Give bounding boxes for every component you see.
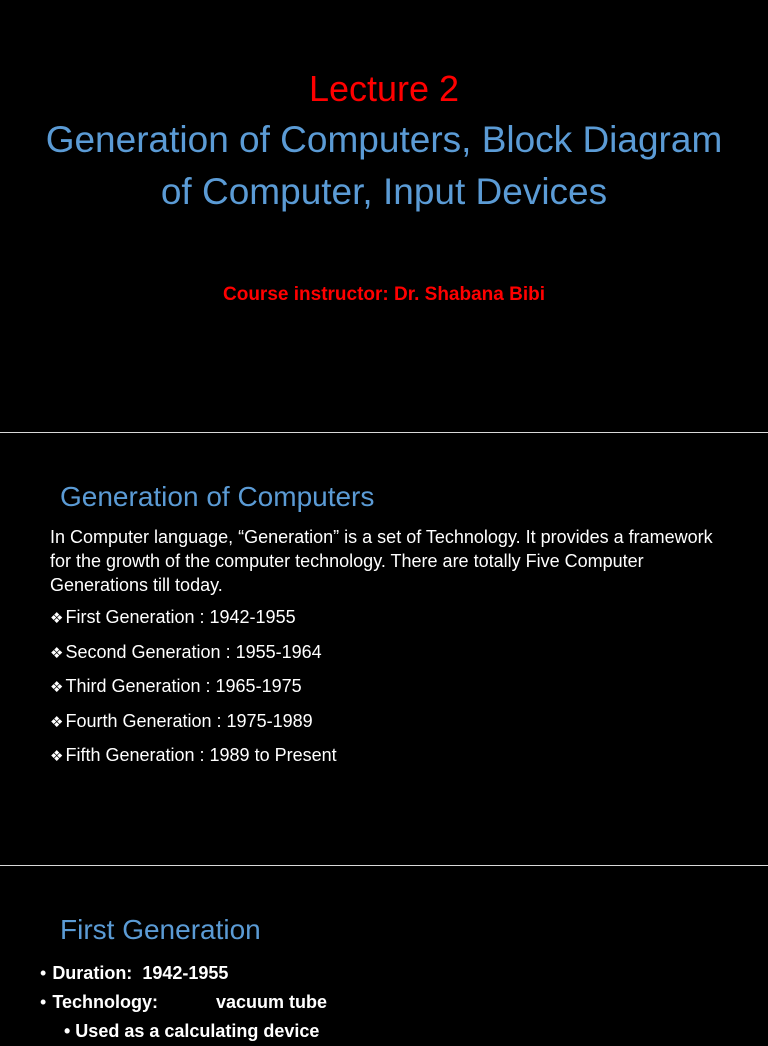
list-item [50, 739, 337, 774]
first-generation-slide [0, 866, 768, 1041]
diamond-bullet-icon: ❖ [50, 713, 64, 731]
list-item-text: First Generation : 1942-1955 [65, 607, 296, 627]
first-generation-list [40, 959, 327, 1046]
list-item-text: Third Generation : 1965-1975 [65, 676, 302, 696]
technology-label: Technology: [52, 992, 158, 1012]
duration-value: 1942-1955 [142, 963, 229, 983]
list-item [50, 670, 337, 705]
lecture-number: Lecture 2 [308, 68, 460, 109]
list-item [50, 601, 337, 636]
technology-value: vacuum tube [215, 992, 328, 1012]
list-item-text: Second Generation : 1955-1964 [65, 641, 322, 662]
list-item-text: Fourth Generation : 1975-1989 [65, 710, 313, 731]
sub-list-item: • Used as a calculating device [64, 1021, 320, 1041]
diamond-bullet-icon: ❖ [50, 610, 64, 627]
bullet-icon: • [40, 992, 47, 1012]
list-item [50, 636, 337, 671]
generation-list [50, 601, 337, 774]
list-item [40, 959, 327, 988]
bullet-icon: • [40, 963, 47, 983]
lecture-title: Generation of Computers, Block Diagram of Computer, Input Devices [45, 119, 723, 212]
list-item [40, 988, 327, 1017]
intro-paragraph: In Computer language, “Generation” is a set of Technology. It provides a framework for the growth of the computer technology. There are totally Five Computer Generations till today. [50, 527, 713, 595]
list-item [50, 705, 337, 740]
diamond-bullet-icon: ❖ [50, 748, 64, 765]
list-item-text: Fifth Generation : 1989 to Present [65, 745, 337, 765]
generations-slide [0, 433, 768, 865]
slide-heading: First Generation [60, 914, 261, 945]
title-slide [0, 0, 768, 432]
diamond-bullet-icon: ❖ [50, 644, 64, 662]
duration-label: Duration: [52, 963, 133, 983]
course-instructor: Course instructor: Dr. Shabana Bibi [223, 284, 545, 305]
diamond-bullet-icon: ❖ [50, 679, 64, 696]
slide-heading: Generation of Computers [60, 481, 375, 512]
